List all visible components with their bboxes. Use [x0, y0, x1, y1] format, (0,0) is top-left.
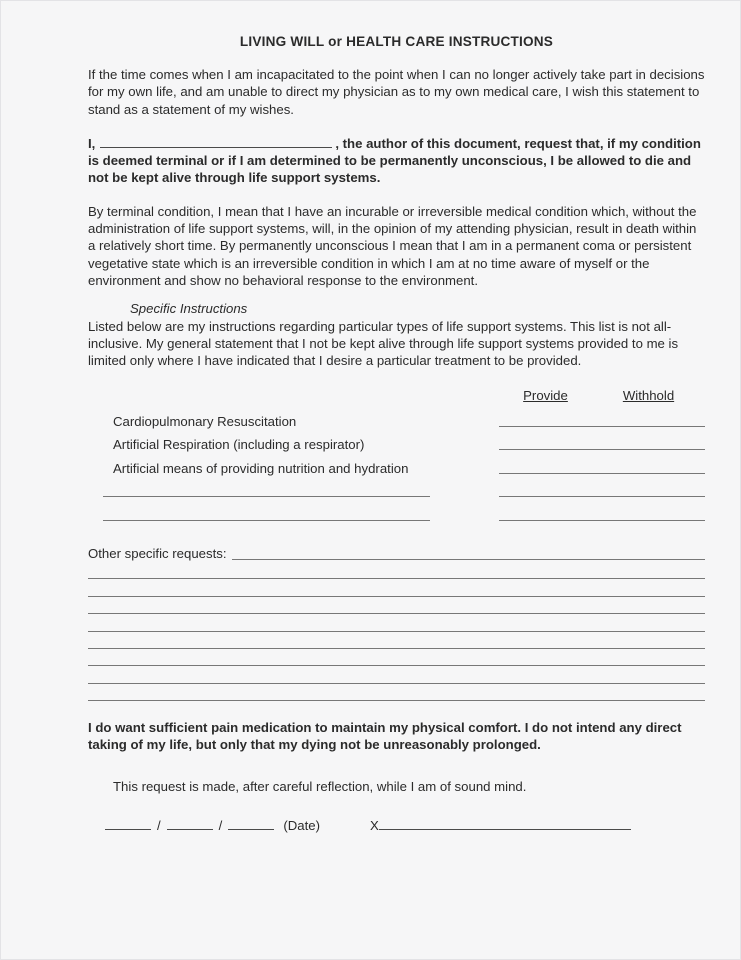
treatment-label: Cardiopulmonary Resuscitation	[113, 413, 297, 429]
treatment-custom-field[interactable]	[103, 495, 430, 497]
provide-withhold-field[interactable]	[499, 519, 705, 521]
other-requests-label: Other specific requests:	[88, 545, 227, 561]
other-requests-line[interactable]	[88, 666, 705, 683]
other-requests-row	[88, 546, 705, 562]
treatment-table-rows	[88, 406, 705, 524]
author-clause-prefix: I,	[88, 135, 96, 151]
author-name-field[interactable]	[100, 135, 332, 148]
treatment-label: Artificial means of providing nutrition and hydration	[113, 460, 409, 476]
other-requests-line[interactable]	[88, 597, 705, 614]
date-year-field[interactable]	[228, 828, 274, 830]
treatment-row	[88, 453, 705, 477]
treatment-custom-field[interactable]	[103, 519, 430, 521]
author-clause-suffix: , the author of this document, request that, if my condition is deemed terminal or if I am determined to be permanently unconscious, I be allowed to die and not be kept alive through life support systems.	[88, 135, 701, 186]
withhold-column-header: Withhold	[622, 388, 675, 404]
date-separator: /	[218, 817, 223, 833]
provide-column-header: Provide	[523, 388, 568, 404]
other-requests-line[interactable]	[88, 579, 705, 596]
other-requests-line[interactable]	[88, 632, 705, 649]
other-requests-lines	[88, 562, 705, 701]
document-content	[88, 0, 705, 833]
sound-mind-paragraph: This request is made, after careful reflection, while I am of sound mind.	[113, 778, 527, 794]
signature-x-mark: X	[369, 817, 379, 833]
document-title: LIVING WILL or HEALTH CARE INSTRUCTIONS	[239, 34, 554, 49]
provide-withhold-field[interactable]	[499, 472, 705, 474]
pain-medication-paragraph: I do want sufficient pain medication to maintain my physical comfort. I do not intend any direct taking of my life, but only that my dying not be unreasonably prolonged.	[88, 720, 682, 753]
provide-withhold-field[interactable]	[499, 495, 705, 497]
intro-paragraph: If the time comes when I am incapacitated to the point when I can no longer actively take part in decisions for my own life, and am unable to direct my physician as to my own medical care, I wish this statement to stand as a statement of my wishes.	[88, 67, 705, 117]
specific-instructions-heading: Specific Instructions	[130, 301, 248, 317]
treatment-blank-row	[88, 500, 705, 524]
instructions-intro-paragraph: Listed below are my instructions regarding particular types of life support systems. This list is not all-inclusive. My general statement that I not be kept alive through life support systems provided to me is limited only where I have indicated that I desire a particular treatment to be provided.	[88, 318, 679, 369]
date-day-field[interactable]	[167, 828, 213, 830]
provide-withhold-field[interactable]	[499, 448, 705, 450]
other-requests-line[interactable]	[88, 684, 705, 701]
other-requests-line[interactable]	[88, 614, 705, 631]
date-signature-row	[88, 815, 705, 833]
treatment-label: Artificial Respiration (including a respirator)	[113, 437, 365, 453]
treatment-table-header	[494, 388, 700, 404]
date-label: (Date)	[283, 817, 320, 833]
date-separator: /	[157, 817, 161, 833]
other-requests-field[interactable]	[232, 558, 705, 560]
provide-withhold-field[interactable]	[499, 425, 705, 427]
other-requests-line[interactable]	[88, 649, 705, 666]
signature-field[interactable]	[379, 828, 631, 830]
other-requests-line[interactable]	[88, 562, 705, 579]
treatment-blank-row	[88, 477, 705, 501]
date-month-field[interactable]	[105, 828, 151, 830]
author-declaration-paragraph	[88, 135, 705, 187]
treatment-row	[88, 406, 705, 430]
terminal-definition-paragraph: By terminal condition, I mean that I have an incurable or irreversible medical condition which, without the administration of life support systems, will, in the opinion of my attending physician, result in death within a relatively short time. By permanently unconscious I mean that I am in a permanent coma or persistent vegetative state which is an irreversible condition in which I am at no time aware of myself or the environment and show no behavioral response to the environment.	[88, 203, 697, 288]
treatment-row	[88, 430, 705, 454]
